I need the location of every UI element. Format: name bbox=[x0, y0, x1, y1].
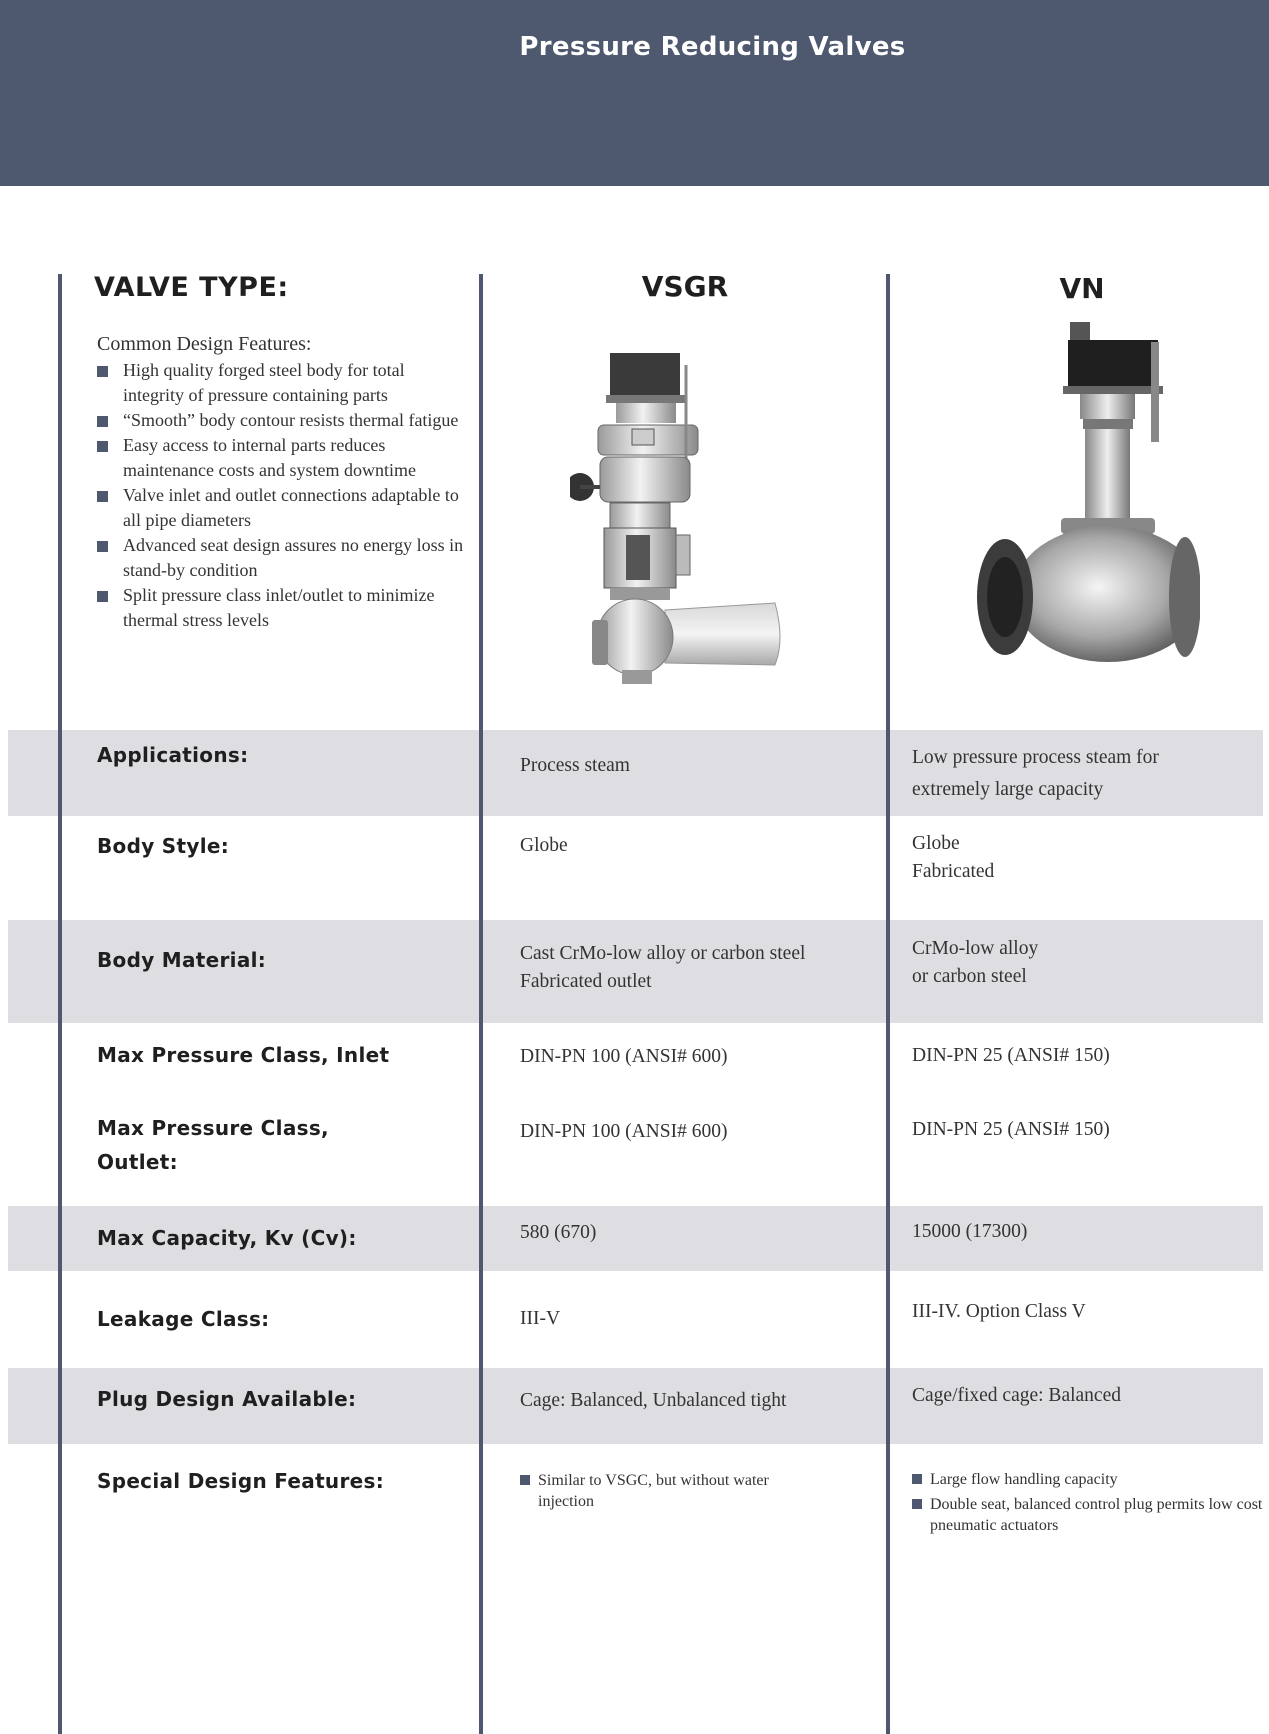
vsgr-outlet: DIN-PN 100 (ANSI# 600) bbox=[520, 1121, 728, 1142]
list-item: Large flow handling capacity bbox=[912, 1469, 1264, 1490]
list-item: Double seat, balanced control plug permits low cost pneumatic actuators bbox=[912, 1494, 1264, 1536]
vn-body-style-line1: Globe bbox=[912, 833, 960, 854]
vsgr-body-material-line2: Fabricated outlet bbox=[520, 971, 652, 992]
feature-item: Split pressure class inlet/outlet to minimize thermal stress levels bbox=[97, 583, 467, 633]
list-item: Similar to VSGC, but without water injection bbox=[520, 1470, 820, 1512]
row-label-inlet: Max Pressure Class, Inlet bbox=[97, 1043, 390, 1067]
row-label-outlet-line2: Outlet: bbox=[97, 1150, 178, 1174]
vn-inlet: DIN-PN 25 (ANSI# 150) bbox=[912, 1045, 1110, 1066]
vn-leakage: III-IV. Option Class V bbox=[912, 1301, 1086, 1322]
vsgr-capacity: 580 (670) bbox=[520, 1222, 597, 1243]
feature-item: Valve inlet and outlet connections adaptable to all pipe diameters bbox=[97, 483, 467, 533]
vsgr-leakage: III-V bbox=[520, 1308, 561, 1329]
header-bar bbox=[0, 0, 1269, 186]
vsgr-special-list bbox=[520, 1470, 820, 1516]
vsgr-applications: Process steam bbox=[520, 755, 630, 776]
vsgr-plug: Cage: Balanced, Unbalanced tight bbox=[520, 1390, 787, 1411]
vn-outlet: DIN-PN 25 (ANSI# 150) bbox=[912, 1119, 1110, 1140]
vsgr-body-style: Globe bbox=[520, 835, 568, 856]
feature-item: “Smooth” body contour resists thermal fatigue bbox=[97, 408, 467, 433]
row-label-leakage: Leakage Class: bbox=[97, 1307, 270, 1331]
vsgr-inlet: DIN-PN 100 (ANSI# 600) bbox=[520, 1046, 728, 1067]
feature-item: High quality forged steel body for total integrity of pressure containing parts bbox=[97, 358, 467, 408]
row-label-body-material: Body Material: bbox=[97, 948, 267, 972]
model-vsgr-title: VSGR bbox=[641, 270, 729, 303]
row-label-special: Special Design Features: bbox=[97, 1469, 384, 1493]
row-label-plug: Plug Design Available: bbox=[97, 1387, 357, 1411]
vsgr-body-material-line1: Cast CrMo-low alloy or carbon steel bbox=[520, 943, 806, 964]
row-label-body-style: Body Style: bbox=[97, 834, 230, 858]
vn-special-list bbox=[912, 1469, 1264, 1540]
vn-valve-image bbox=[975, 322, 1200, 677]
vn-capacity: 15000 (17300) bbox=[912, 1221, 1028, 1242]
row-label-outlet-line1: Max Pressure Class, bbox=[97, 1116, 329, 1140]
valve-type-heading: VALVE TYPE: bbox=[94, 272, 289, 303]
model-vn-title: VN bbox=[1059, 272, 1105, 305]
page-title: Pressure Reducing Valves bbox=[519, 32, 906, 62]
row-label-applications: Applications: bbox=[97, 743, 249, 767]
features-list bbox=[97, 358, 467, 633]
feature-item: Advanced seat design assures no energy loss in stand-by condition bbox=[97, 533, 467, 583]
vn-body-material-line1: CrMo-low alloy bbox=[912, 938, 1039, 959]
features-heading: Common Design Features: bbox=[97, 333, 312, 355]
vn-plug: Cage/fixed cage: Balanced bbox=[912, 1385, 1121, 1406]
vn-applications: Low pressure process steam for extremely large capacity bbox=[912, 747, 1159, 800]
row-label-capacity: Max Capacity, Kv (Cv): bbox=[97, 1226, 357, 1250]
vsgr-valve-image bbox=[570, 345, 800, 690]
vn-body-material-line2: or carbon steel bbox=[912, 966, 1027, 987]
column-divider-middle bbox=[479, 274, 483, 1734]
vn-body-style-line2: Fabricated bbox=[912, 861, 995, 882]
feature-item: Easy access to internal parts reduces maintenance costs and system downtime bbox=[97, 433, 467, 483]
column-divider-right bbox=[886, 274, 890, 1734]
column-divider-left bbox=[58, 274, 62, 1734]
